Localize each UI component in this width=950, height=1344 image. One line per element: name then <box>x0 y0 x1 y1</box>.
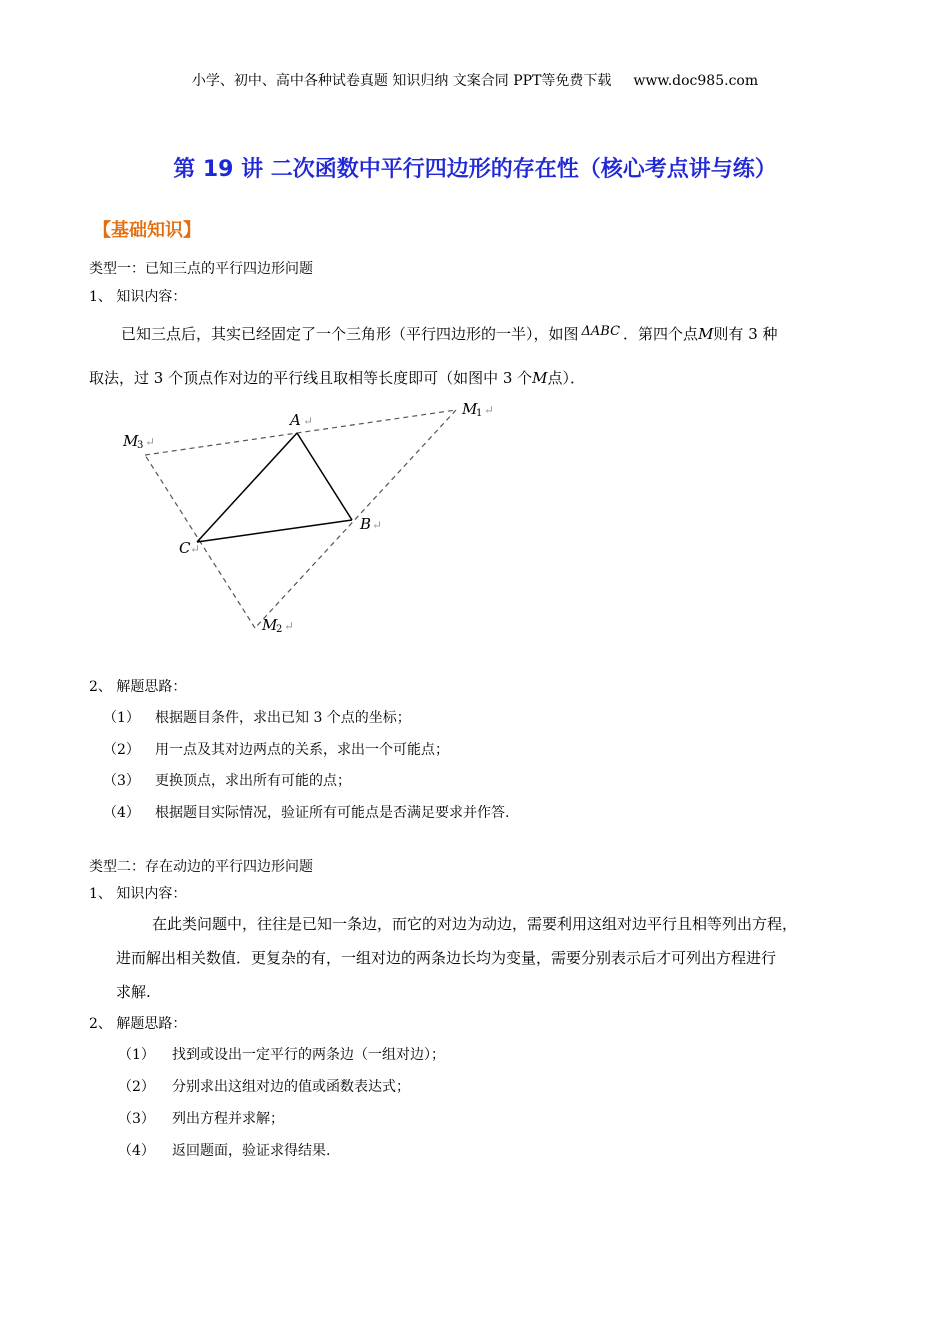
label-m1-sub: 1 <box>476 408 483 419</box>
label-m3-sub: 3 <box>137 440 144 451</box>
side-ca <box>197 433 297 542</box>
header-url[interactable]: www.doc985.com <box>633 73 759 89</box>
type2-knowledge-label: 1、 知识内容： <box>89 886 187 902</box>
step-text: 返回题面，验证求得结果. <box>172 1143 331 1159</box>
type2-step-2 <box>118 1076 410 1096</box>
label-b: B <box>360 515 372 533</box>
type2-paragraph-line1: 在此类问题中，往往是已知一条边，而它的对边为动边，需要利用这组对边平行且相等列出方程， <box>152 915 798 933</box>
type1-step-4 <box>103 802 509 822</box>
type1-step-3 <box>103 770 351 790</box>
label-c: C <box>179 539 191 557</box>
label-m3: M <box>123 432 139 450</box>
header-text: 小学、初中、高中各种试卷真题 知识归纳 文案合同 PPT等免费下载 <box>191 73 612 89</box>
type2-paragraph-line3: 求解. <box>116 983 151 1001</box>
step-text: 根据题目条件，求出已知 3 个点的坐标； <box>155 710 411 726</box>
label-m1: M <box>462 400 478 418</box>
section-heading: 【基础知识】 <box>93 220 201 241</box>
return-mark-m3: ↵ <box>145 435 156 449</box>
para-line1-a: 已知三点后，其实已经固定了一个三角形（平行四边形的一半），如图 <box>121 325 579 343</box>
type2-step-1 <box>118 1044 445 1064</box>
side-ab <box>297 433 352 520</box>
side-bc <box>197 520 352 542</box>
label-a: A <box>290 411 301 429</box>
step-num: （4） <box>103 805 140 821</box>
step-num: （2） <box>118 1079 155 1095</box>
return-mark-c: ↵ <box>190 542 201 556</box>
dashed-m1-m2 <box>255 410 456 628</box>
type1-step-1 <box>103 707 411 727</box>
type2-steps-label: 2、 解题思路： <box>89 1016 187 1032</box>
step-text: 更换顶点，求出所有可能的点； <box>155 773 351 789</box>
step-num: （1） <box>103 710 140 726</box>
step-text: 分别求出这组对边的值或函数表达式； <box>172 1079 410 1095</box>
triangle-abc: ΔABC <box>581 324 621 339</box>
para-line2-b: 点）． <box>547 369 586 387</box>
step-text: 根据题目实际情况，验证所有可能点是否满足要求并作答. <box>155 805 510 821</box>
para-line1-b: ．第四个点 <box>623 325 699 343</box>
step-text: 列出方程并求解； <box>172 1111 284 1127</box>
step-num: （3） <box>118 1111 155 1127</box>
type1-title: 类型一：已知三点的平行四边形问题 <box>89 261 313 277</box>
type2-step-3 <box>118 1108 284 1128</box>
return-mark-m1: ↵ <box>484 403 495 417</box>
type1-step-2 <box>103 739 449 759</box>
page-title: 第 19 讲 二次函数中平行四边形的存在性（核心考点讲与练） <box>173 157 777 182</box>
step-num: （3） <box>103 773 140 789</box>
para-line1-c: 则有 3 种 <box>713 325 778 343</box>
type1-steps-label: 2、 解题思路： <box>89 679 187 695</box>
para-m: M <box>698 325 714 343</box>
type1-knowledge-label: 1、 知识内容： <box>89 289 187 305</box>
type2-title: 类型二：存在动边的平行四边形问题 <box>89 859 313 875</box>
para-line2-a: 取法，过 3 个顶点作对边的平行线且取相等长度即可（如图中 3 个 <box>89 369 533 387</box>
type2-step-4 <box>118 1140 330 1160</box>
label-m2-sub: 2 <box>276 624 283 635</box>
step-text: 找到或设出一定平行的两条边（一组对边）； <box>172 1047 445 1063</box>
label-m2: M <box>262 616 278 634</box>
step-text: 用一点及其对边两点的关系，求出一个可能点； <box>155 742 449 758</box>
return-mark-a: ↵ <box>303 414 314 428</box>
step-num: （2） <box>103 742 140 758</box>
step-num: （1） <box>118 1047 155 1063</box>
return-mark-m2: ↵ <box>284 619 295 633</box>
type2-paragraph-line2: 进而解出相关数值．更复杂的有，一组对边的两条边长均为变量，需要分别表示后才可列出方程进行 <box>116 949 777 967</box>
step-num: （4） <box>118 1143 155 1159</box>
return-mark-b: ↵ <box>372 518 383 532</box>
para-line2-m: M <box>532 369 548 387</box>
